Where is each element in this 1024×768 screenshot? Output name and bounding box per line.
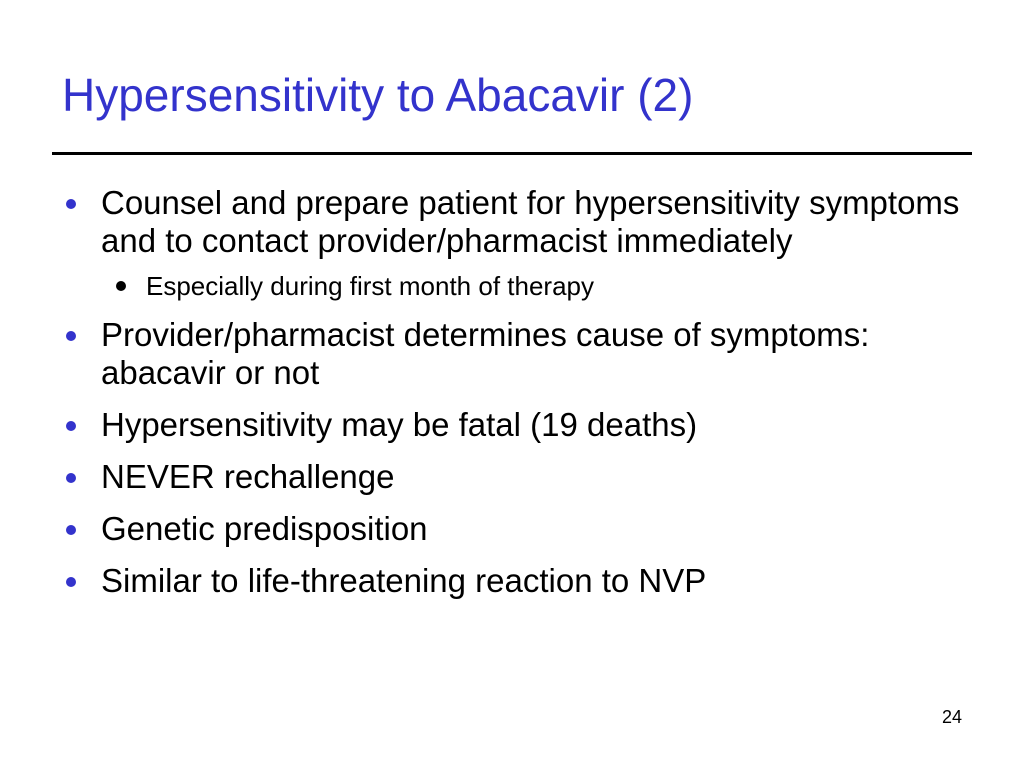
bullet-dot-icon — [66, 199, 76, 209]
bullet-item — [62, 510, 962, 548]
bullet-item — [62, 316, 962, 392]
sub-bullet-item — [62, 270, 962, 302]
bullet-text: Counsel and prepare patient for hypersensitivity symptoms and to contact provider/pharmacist immediately — [101, 184, 960, 259]
bullet-dot-icon — [66, 577, 76, 587]
bullet-text: NEVER rechallenge — [101, 458, 395, 495]
bullet-item — [62, 184, 962, 260]
bullet-dot-icon — [66, 525, 76, 535]
bullet-text: Genetic predisposition — [101, 510, 428, 547]
slide-title: Hypersensitivity to Abacavir (2) — [62, 69, 694, 121]
bullet-item — [62, 458, 962, 496]
bullet-text: Provider/pharmacist determines cause of symptoms: abacavir or not — [101, 316, 870, 391]
bullet-dot-icon — [66, 473, 76, 483]
bullet-dot-icon — [66, 421, 76, 431]
title-divider — [52, 152, 972, 155]
bullet-item — [62, 406, 962, 444]
bullet-text: Similar to life-threatening reaction to NVP — [101, 562, 707, 599]
bullet-dot-icon — [66, 331, 76, 341]
page-number: 24 — [941, 707, 962, 727]
sub-bullet-dot-icon — [116, 281, 126, 291]
bullet-text: Hypersensitivity may be fatal (19 deaths) — [101, 406, 698, 443]
bullet-list — [62, 184, 962, 614]
bullet-item — [62, 562, 962, 600]
sub-bullet-text: Especially during first month of therapy — [146, 271, 594, 301]
